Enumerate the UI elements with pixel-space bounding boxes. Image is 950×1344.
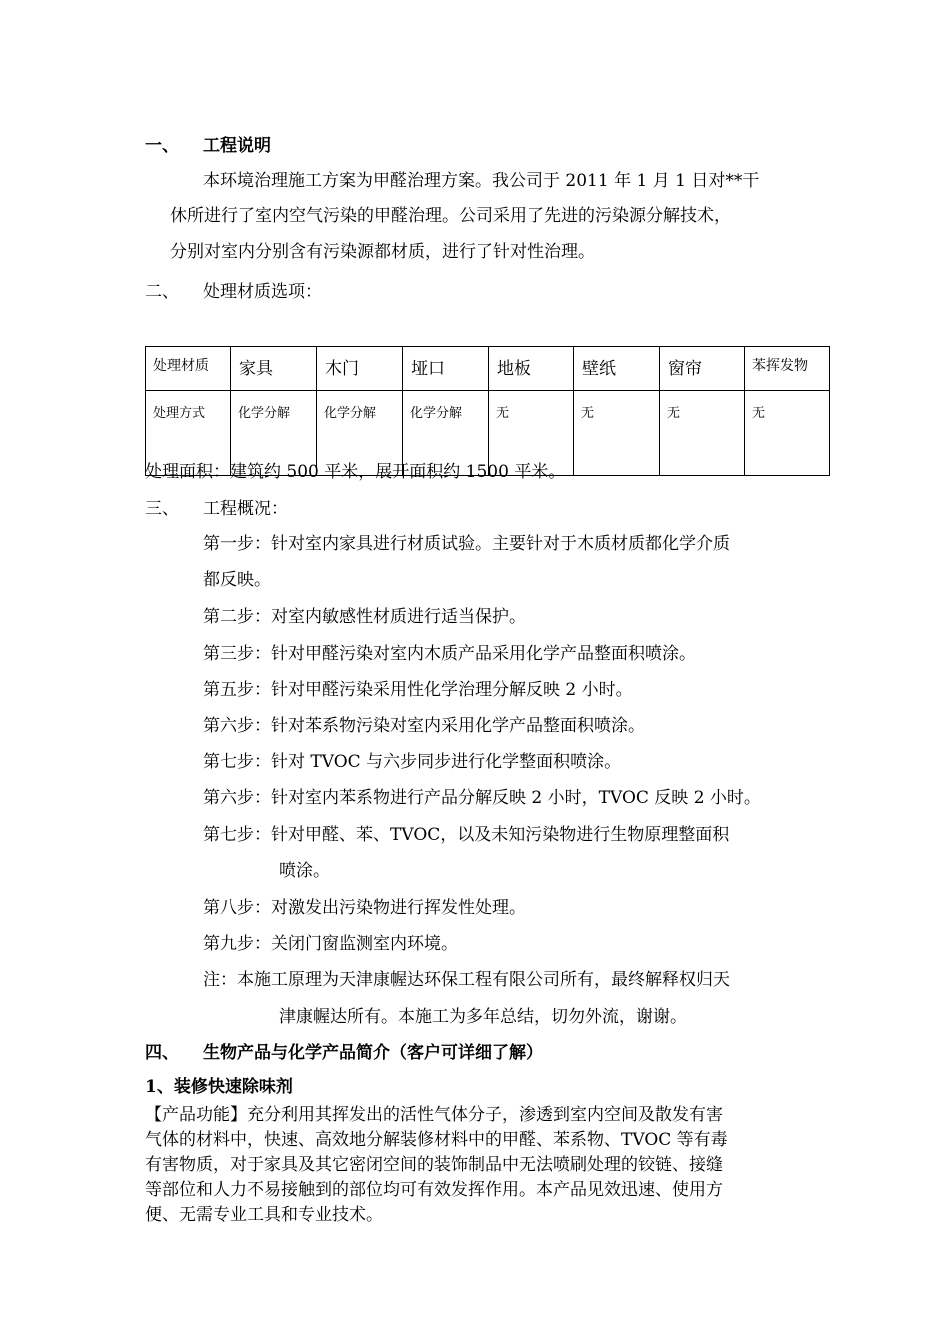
product-1-description-line: 等部位和人力不易接触到的部位均可有效发挥作用。本产品见效迅速、使用方 — [145, 1180, 723, 1200]
step-line: 第一步：针对室内家具进行材质试验。主要针对于木质材质都化学介质 — [203, 534, 730, 554]
product-1-description-line: 便、无需专业工具和专业技术。 — [145, 1205, 383, 1225]
table-cell: 处理方式 — [146, 391, 231, 476]
step-line: 第五步：针对甲醛污染采用性化学治理分解反映 2 小时。 — [203, 680, 633, 700]
table-header-cell: 地板 — [489, 347, 574, 391]
step-line: 第七步：针对甲醛、苯、TVOC，以及未知污染物进行生物原理整面积 — [203, 825, 730, 845]
table-cell: 无 — [574, 391, 660, 476]
note-line: 津康幄达所有。本施工为多年总结，切勿外流，谢谢。 — [279, 1007, 687, 1027]
table-header-cell: 处理材质 — [146, 347, 231, 391]
table-cell: 化学分解 — [317, 391, 403, 476]
section-1-paragraph-line: 休所进行了室内空气污染的甲醛治理。公司采用了先进的污染源分解技术， — [170, 206, 731, 226]
treatment-area-text: 处理面积：建筑约 500 平米，展开面积约 1500 平米。 — [145, 462, 566, 482]
step-line: 第八步：对激发出污染物进行挥发性处理。 — [203, 898, 526, 918]
material-table — [145, 346, 830, 476]
step-line: 第七步：针对 TVOC 与六步同步进行化学整面积喷涂。 — [203, 752, 622, 772]
step-line: 第六步：针对室内苯系物进行产品分解反映 2 小时，TVOC 反映 2 小时。 — [203, 788, 761, 808]
note-line: 注：本施工原理为天津康幄达环保工程有限公司所有，最终解释权归天 — [203, 970, 730, 990]
table-header-cell: 家具 — [231, 347, 317, 391]
product-1-description-line: 气体的材料中，快速、高效地分解装修材料中的甲醛、苯系物、TVOC 等有毒 — [145, 1130, 728, 1150]
step-line: 第六步：针对苯系物污染对室内采用化学产品整面积喷涂。 — [203, 716, 645, 736]
table-header-cell: 垭口 — [403, 347, 489, 391]
section-1-paragraph-line: 本环境治理施工方案为甲醛治理方案。我公司于 2011 年 1 月 1 日对**干 — [203, 171, 760, 191]
table-header-cell: 苯挥发物 — [745, 347, 830, 391]
section-2-title: 处理材质选项： — [203, 282, 322, 302]
section-1-number: 一、 — [145, 136, 179, 156]
table-cell: 无 — [660, 391, 745, 476]
table-cell: 化学分解 — [403, 391, 489, 476]
product-1-description-line: 有害物质，对于家具及其它密闭空间的装饰制品中无法喷刷处理的铰链、接缝 — [145, 1155, 723, 1175]
step-line: 第二步：对室内敏感性材质进行适当保护。 — [203, 607, 526, 627]
table-cell: 无 — [489, 391, 574, 476]
table-header-cell: 窗帘 — [660, 347, 745, 391]
section-4-title: 生物产品与化学产品简介（客户可详细了解） — [203, 1043, 543, 1063]
table-header-cell: 木门 — [317, 347, 403, 391]
section-1-title: 工程说明 — [203, 136, 271, 156]
section-2-number: 二、 — [145, 282, 179, 302]
step-line: 都反映。 — [203, 570, 271, 590]
step-line: 第九步：关闭门窗监测室内环境。 — [203, 934, 458, 954]
section-4-number: 四、 — [145, 1043, 179, 1063]
section-1-paragraph-line: 分别对室内分别含有污染源都材质，进行了针对性治理。 — [170, 242, 595, 262]
product-1-description-line: 【产品功能】充分利用其挥发出的活性气体分子，渗透到室内空间及散发有害 — [145, 1105, 723, 1125]
section-3-number: 三、 — [145, 499, 179, 519]
step-line: 第三步：针对甲醛污染对室内木质产品采用化学产品整面积喷涂。 — [203, 644, 696, 664]
table-header-cell: 壁纸 — [574, 347, 660, 391]
section-3-title: 工程概况： — [203, 499, 288, 519]
table-cell: 无 — [745, 391, 830, 476]
step-line: 喷涂。 — [279, 861, 330, 881]
table-cell: 化学分解 — [231, 391, 317, 476]
table-row — [146, 347, 830, 391]
product-1-title: 1、装修快速除味剂 — [145, 1077, 293, 1097]
